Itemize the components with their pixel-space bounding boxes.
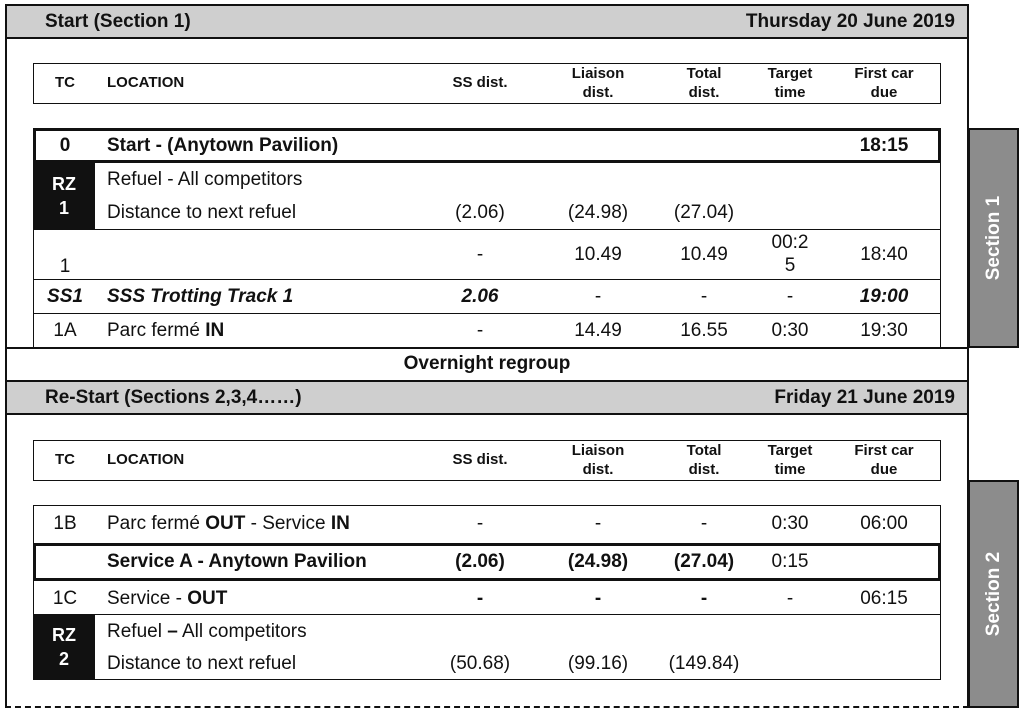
location-cell: Parc fermé IN xyxy=(107,320,225,341)
liaison-cell: - xyxy=(594,513,602,534)
liaison-cell: - xyxy=(594,286,602,307)
header-target: Target time xyxy=(767,442,813,478)
header-liaison: Liaison dist. xyxy=(571,442,625,478)
total-cell: 16.55 xyxy=(680,320,728,341)
ss-dist-cell: - xyxy=(476,513,484,534)
tc-cell: 1 xyxy=(59,256,71,277)
ss-dist-cell: (50.68) xyxy=(449,653,511,674)
location-cell: Start - (Anytown Pavilion) xyxy=(107,134,339,156)
distance-line: Distance to next refuel xyxy=(107,653,297,674)
refuel-line: Refuel - All competitors xyxy=(107,169,303,190)
section-1-side-tab xyxy=(968,128,1019,348)
total-cell: (27.04) xyxy=(673,551,735,572)
tc-cell: 0 xyxy=(59,134,71,156)
header-ss-dist: SS dist. xyxy=(452,451,508,468)
first-car-cell: 18:15 xyxy=(859,134,909,156)
section-2-date: Friday 21 June 2019 xyxy=(774,386,955,408)
target-time-cell: 0:15 xyxy=(771,551,809,572)
ss-dist-cell: - xyxy=(476,320,484,341)
liaison-cell: 14.49 xyxy=(574,320,622,341)
refuel-line: Refuel – All competitors xyxy=(107,621,307,642)
total-cell: - xyxy=(700,286,708,307)
section-1-side-label: Section 1 xyxy=(982,195,1004,281)
liaison-cell: - xyxy=(594,588,602,609)
target-time-cell: - xyxy=(786,588,794,609)
liaison-cell: (24.98) xyxy=(567,551,629,572)
header-target: Target time xyxy=(767,65,813,101)
first-car-cell: 19:30 xyxy=(860,320,908,341)
liaison-cell: (99.16) xyxy=(567,653,629,674)
section-2-bar xyxy=(5,380,969,415)
liaison-cell: (24.98) xyxy=(567,202,629,223)
ss-dist-cell: (2.06) xyxy=(455,202,505,223)
total-cell: (149.84) xyxy=(668,653,740,674)
header-tc: TC xyxy=(55,74,75,91)
distance-line: Distance to next refuel xyxy=(107,202,297,223)
target-time-cell: - xyxy=(786,286,794,307)
liaison-cell: 10.49 xyxy=(574,244,622,265)
ss-dist-cell: - xyxy=(476,244,484,265)
target-time-cell: 0:30 xyxy=(771,320,809,341)
tc-cell: 1B xyxy=(53,513,77,534)
header-total: Total dist. xyxy=(686,65,722,101)
tc-cell: SS1 xyxy=(47,286,83,307)
first-car-cell: 19:00 xyxy=(859,286,909,307)
location-cell: SSS Trotting Track 1 xyxy=(107,286,294,307)
header-liaison: Liaison dist. xyxy=(571,65,625,101)
section-1-date: Thursday 20 June 2019 xyxy=(745,10,955,32)
header-ss-dist: SS dist. xyxy=(452,74,508,91)
target-time-cell: 0:30 xyxy=(771,513,809,534)
tc-cell: 1A xyxy=(53,320,77,341)
divider xyxy=(33,279,941,280)
first-car-cell: 06:15 xyxy=(860,588,908,609)
section-2-title: Re-Start (Sections 2,3,4……) xyxy=(45,386,302,408)
refuel-zone-2-badge: RZ 2 xyxy=(33,614,95,680)
total-cell: - xyxy=(700,588,708,609)
header-first-car: First car due xyxy=(854,442,914,478)
section-2-side-label: Section 2 xyxy=(982,551,1004,637)
header-tc: TC xyxy=(55,451,75,468)
divider xyxy=(33,229,941,230)
target-time-cell: 00:2 5 xyxy=(771,232,809,276)
ss-dist-cell: - xyxy=(476,588,484,609)
total-cell: 10.49 xyxy=(680,244,728,265)
header-first-car: First car due xyxy=(854,65,914,101)
ss-dist-cell: 2.06 xyxy=(461,286,499,307)
ss-dist-cell: (2.06) xyxy=(455,551,505,572)
header-total: Total dist. xyxy=(686,442,722,478)
section-1-title: Start (Section 1) xyxy=(45,10,191,32)
total-cell: (27.04) xyxy=(673,202,735,223)
location-cell: Parc fermé OUT - Service IN xyxy=(107,513,350,534)
first-car-cell: 06:00 xyxy=(860,513,908,534)
first-car-cell: 18:40 xyxy=(860,244,908,265)
tc-cell: 1C xyxy=(52,588,78,609)
section-1-bar xyxy=(5,4,969,39)
section-2-side-tab xyxy=(968,480,1019,708)
overnight-regroup: Overnight regroup xyxy=(403,353,571,374)
header-location: LOCATION xyxy=(107,451,185,468)
refuel-zone-1-badge: RZ 1 xyxy=(33,163,95,229)
divider xyxy=(33,313,941,314)
divider xyxy=(33,614,941,615)
header-location: LOCATION xyxy=(107,74,185,91)
total-cell: - xyxy=(700,513,708,534)
location-cell: Service - OUT xyxy=(107,588,228,609)
location-cell: Service A - Anytown Pavilion xyxy=(107,551,367,572)
